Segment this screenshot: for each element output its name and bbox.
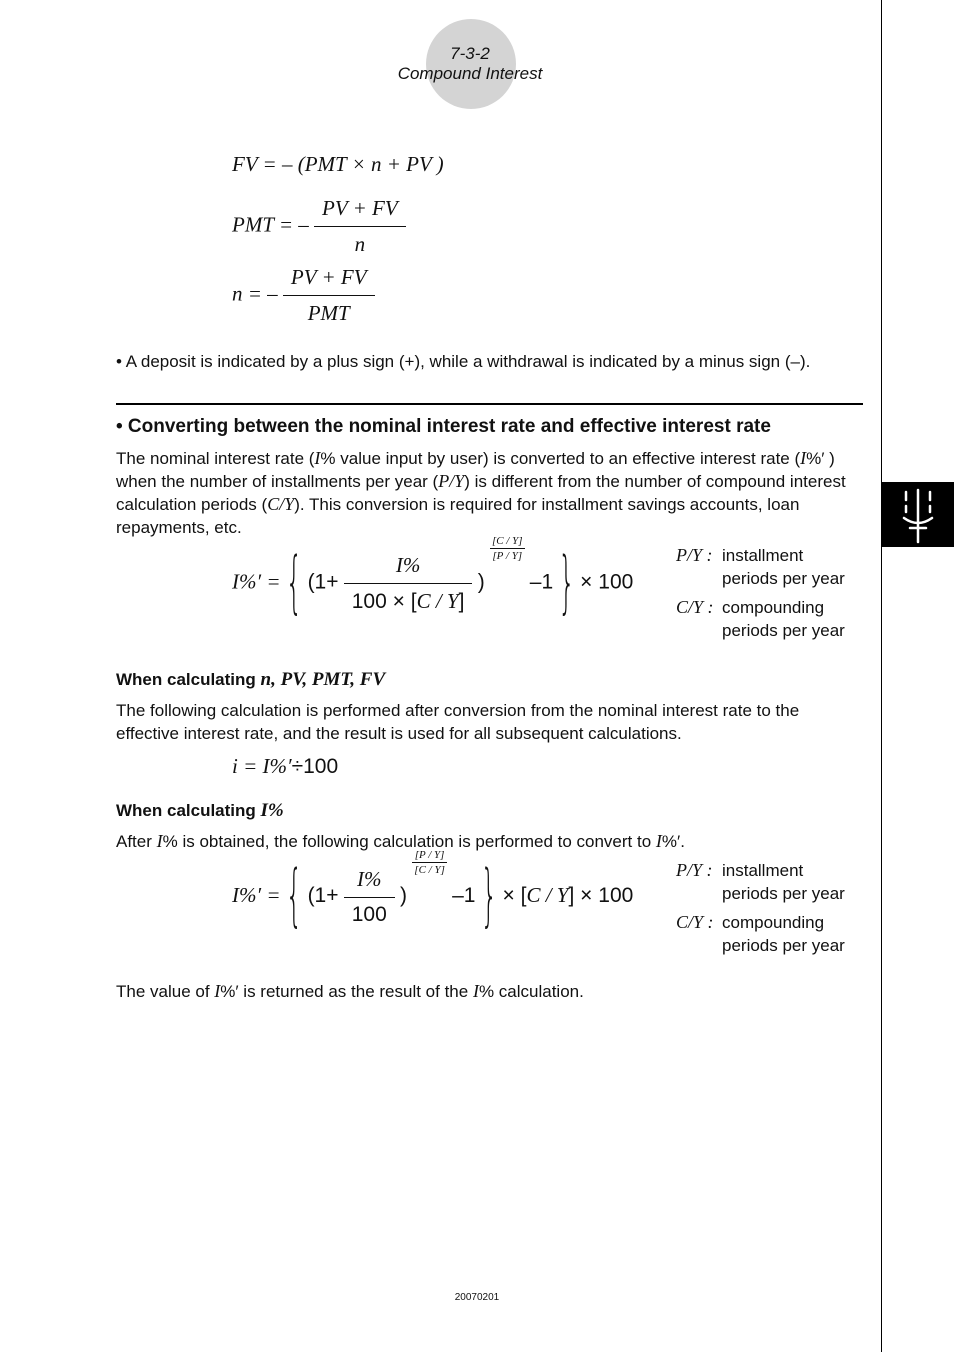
- deposit-note: • A deposit is indicated by a plus sign (+), while a withdrawal is indicated by a minus sign (–).: [116, 352, 811, 371]
- formula-pmt-denominator: n: [314, 226, 406, 257]
- section-title: Compound Interest: [397, 64, 543, 83]
- financial-chapter-icon: [898, 488, 938, 544]
- legend-row-cy: C/Y : compounding periods per year: [676, 912, 845, 955]
- conv1-denominator: 100 × [C / Y]: [344, 583, 473, 614]
- left-brace: {: [285, 544, 303, 623]
- formula-pmt-lhs: PMT = –: [232, 212, 309, 237]
- right-brace: }: [558, 544, 575, 623]
- section-divider: [116, 403, 863, 405]
- formula-n-lhs: n = –: [232, 281, 278, 306]
- page-edge-line: [881, 0, 882, 1352]
- right-brace: }: [480, 858, 498, 936]
- formula-fv-rhs: = – (PMT × n + PV ): [262, 152, 444, 176]
- conversion-paragraph: The nominal interest rate (I% value input by user) is converted to an effective interest rate (I%′ ) when the number of installments per year (P/Y) is different from the number of compound interest calculation periods (C/Y). This conversion is required for installment savings accounts, loan repayments, etc.: [116, 448, 846, 537]
- formula-i: [232, 754, 338, 779]
- left-brace: {: [285, 858, 303, 936]
- subheading-n-pv-pmt-fv: When calculating n, PV, PMT, FV: [116, 669, 386, 690]
- conv2-close: ): [400, 883, 408, 907]
- conv2-minus-one: –1: [452, 883, 476, 907]
- formula-n: [232, 265, 375, 326]
- conv2-lhs: I%′ =: [232, 882, 281, 907]
- page-number: 7-3-2: [450, 44, 490, 63]
- conv1-legend: [676, 544, 862, 642]
- conv2-numerator: I%: [357, 867, 382, 891]
- formula-i-lhs: i = I%′: [232, 754, 292, 778]
- formula-fv-lhs: FV: [232, 152, 258, 176]
- conversion-formula-1: [232, 535, 634, 623]
- conv1-exponent: [490, 535, 525, 562]
- footer-code: 20070201: [454, 1292, 500, 1303]
- conv2-fraction: [344, 867, 395, 927]
- conv1-numerator: I%: [395, 553, 421, 577]
- conv1-minus-one: –1: [529, 570, 554, 594]
- conv2-exponent-denominator: [C / Y]: [414, 864, 445, 876]
- formula-n-denominator: PMT: [283, 295, 375, 326]
- formula-n-fraction: [283, 265, 375, 326]
- conv1-fraction: [344, 553, 473, 614]
- conv2-exponent-numerator: [P / Y]: [414, 849, 445, 861]
- conv1-close: ): [477, 570, 485, 594]
- npv-paragraph: The following calculation is performed after conversion from the nominal interest rate to the effective interest rate, and the result is used for all subsequent calculations.: [116, 701, 800, 743]
- formula-pmt-numerator: PV + FV: [322, 196, 398, 220]
- conv1-open: (1+: [307, 570, 339, 594]
- legend-row-py: P/Y : installment periods per year: [676, 860, 845, 903]
- formula-i-rhs: ÷100: [291, 755, 339, 778]
- conv2-open: (1+: [307, 883, 339, 907]
- i-paragraph: After I% is obtained, the following calculation is performed to convert to I%′.: [116, 831, 685, 851]
- chapter-tab: [882, 482, 954, 547]
- formula-fv: [232, 152, 444, 177]
- conv2-times-var: C / Y: [526, 882, 569, 907]
- formula-pmt-fraction: [314, 196, 406, 257]
- conv2-exponent: [412, 849, 447, 876]
- legend-row-py: P/Y : installment periods per year: [676, 545, 845, 588]
- formula-pmt: [232, 196, 406, 257]
- conv1-exponent-numerator: [C / Y]: [491, 535, 523, 547]
- conv1-lhs: I%′ =: [232, 569, 281, 594]
- conv1-times-100: × 100: [580, 570, 634, 594]
- conv2-times-suffix: ] × 100: [568, 883, 634, 907]
- conversion-formula-2: [232, 849, 634, 936]
- section-heading: • Converting between the nominal interest rate and effective interest rate: [116, 416, 771, 437]
- conv2-times-prefix: × [: [502, 883, 527, 907]
- conv2-legend: [676, 859, 862, 957]
- conv1-exponent-denominator: [P / Y]: [490, 548, 525, 562]
- result-paragraph: The value of I%′ is returned as the result of the I% calculation.: [116, 981, 584, 1001]
- legend-row-cy: C/Y : compounding periods per year: [676, 597, 845, 640]
- formula-n-numerator: PV + FV: [290, 265, 367, 289]
- conv2-denominator: 100: [344, 897, 395, 927]
- subheading-i: When calculating I%: [116, 800, 284, 821]
